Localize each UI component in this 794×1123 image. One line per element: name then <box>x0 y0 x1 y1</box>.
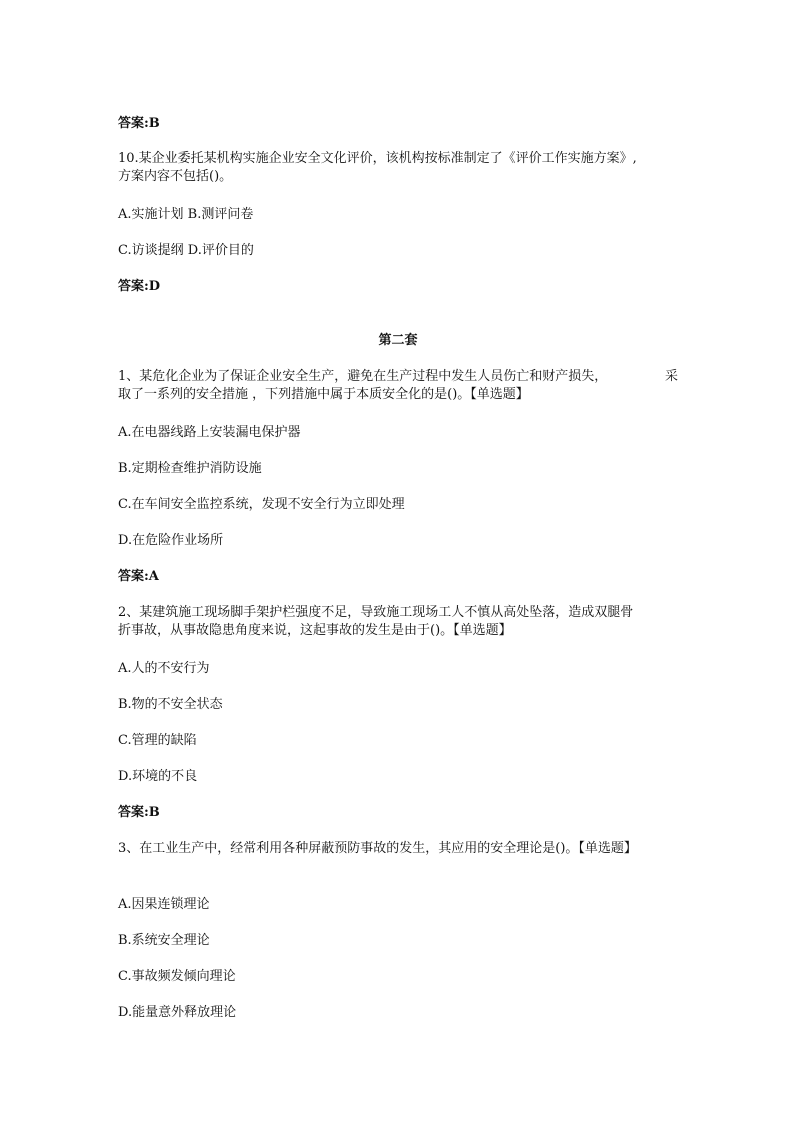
option-d: D.能量意外释放理论 <box>118 1005 237 1020</box>
question-2-line-2: 折事故，从事故隐患角度来说，这起事故的发生是由于()。【单选题】 <box>118 623 512 638</box>
option-c: C.管理的缺陷 <box>118 733 197 748</box>
option-b: B.物的不安全状态 <box>118 697 223 712</box>
option-c: C.事故频发倾向理论 <box>118 969 236 984</box>
option-a: A.在电器线路上安装漏电保护器 <box>118 425 301 440</box>
question-10-line-2: 方案内容不包括()。 <box>118 169 233 184</box>
question-10-line-1: 10.某企业委托某机构实施企业安全文化评价，该机构按标准制定了《评价工作实施方案》, <box>118 151 637 166</box>
answer-label: 答案:B <box>118 805 160 820</box>
question-3-line-1: 3、在工业生产中，经常利用各种屏蔽预防事故的发生，其应用的安全理论是()。【单选题】 <box>118 841 637 856</box>
section-title: 第二套 <box>378 333 418 348</box>
question-2-line-1: 2、某建筑施工现场脚手架护栏强度不足，导致施工现场工人不慎从高处坠落，造成双腿骨 <box>118 605 634 620</box>
option-b: B.定期检查维护消防设施 <box>118 461 262 476</box>
option-d: D.环境的不良 <box>118 769 198 784</box>
answer-label: 答案:D <box>118 279 161 294</box>
option-d: D.在危险作业场所 <box>118 533 224 548</box>
option-line: C.访谈提纲 D.评价目的 <box>118 243 254 258</box>
option-a: A.因果连锁理论 <box>118 897 210 912</box>
option-b: B.系统安全理论 <box>118 933 210 948</box>
answer-label: 答案:B <box>118 116 160 131</box>
answer-label: 答案:A <box>118 569 159 584</box>
option-c: C.在车间安全监控系统，发现不安全行为立即处理 <box>118 497 405 512</box>
question-text: 采 <box>664 369 678 384</box>
question-text: 1、某危化企业为了保证企业安全生产，避免在生产过程中发生人员伤亡和财产损失， <box>118 369 608 384</box>
question-1-line-1 <box>118 368 678 386</box>
question-1-line-2: 取了一系列的安全措施 ，下列措施中属于本质安全化的是()。【单选题】 <box>118 387 529 402</box>
option-a: A.人的不安行为 <box>118 661 210 676</box>
option-line: A.实施计划 B.测评问卷 <box>118 207 254 222</box>
